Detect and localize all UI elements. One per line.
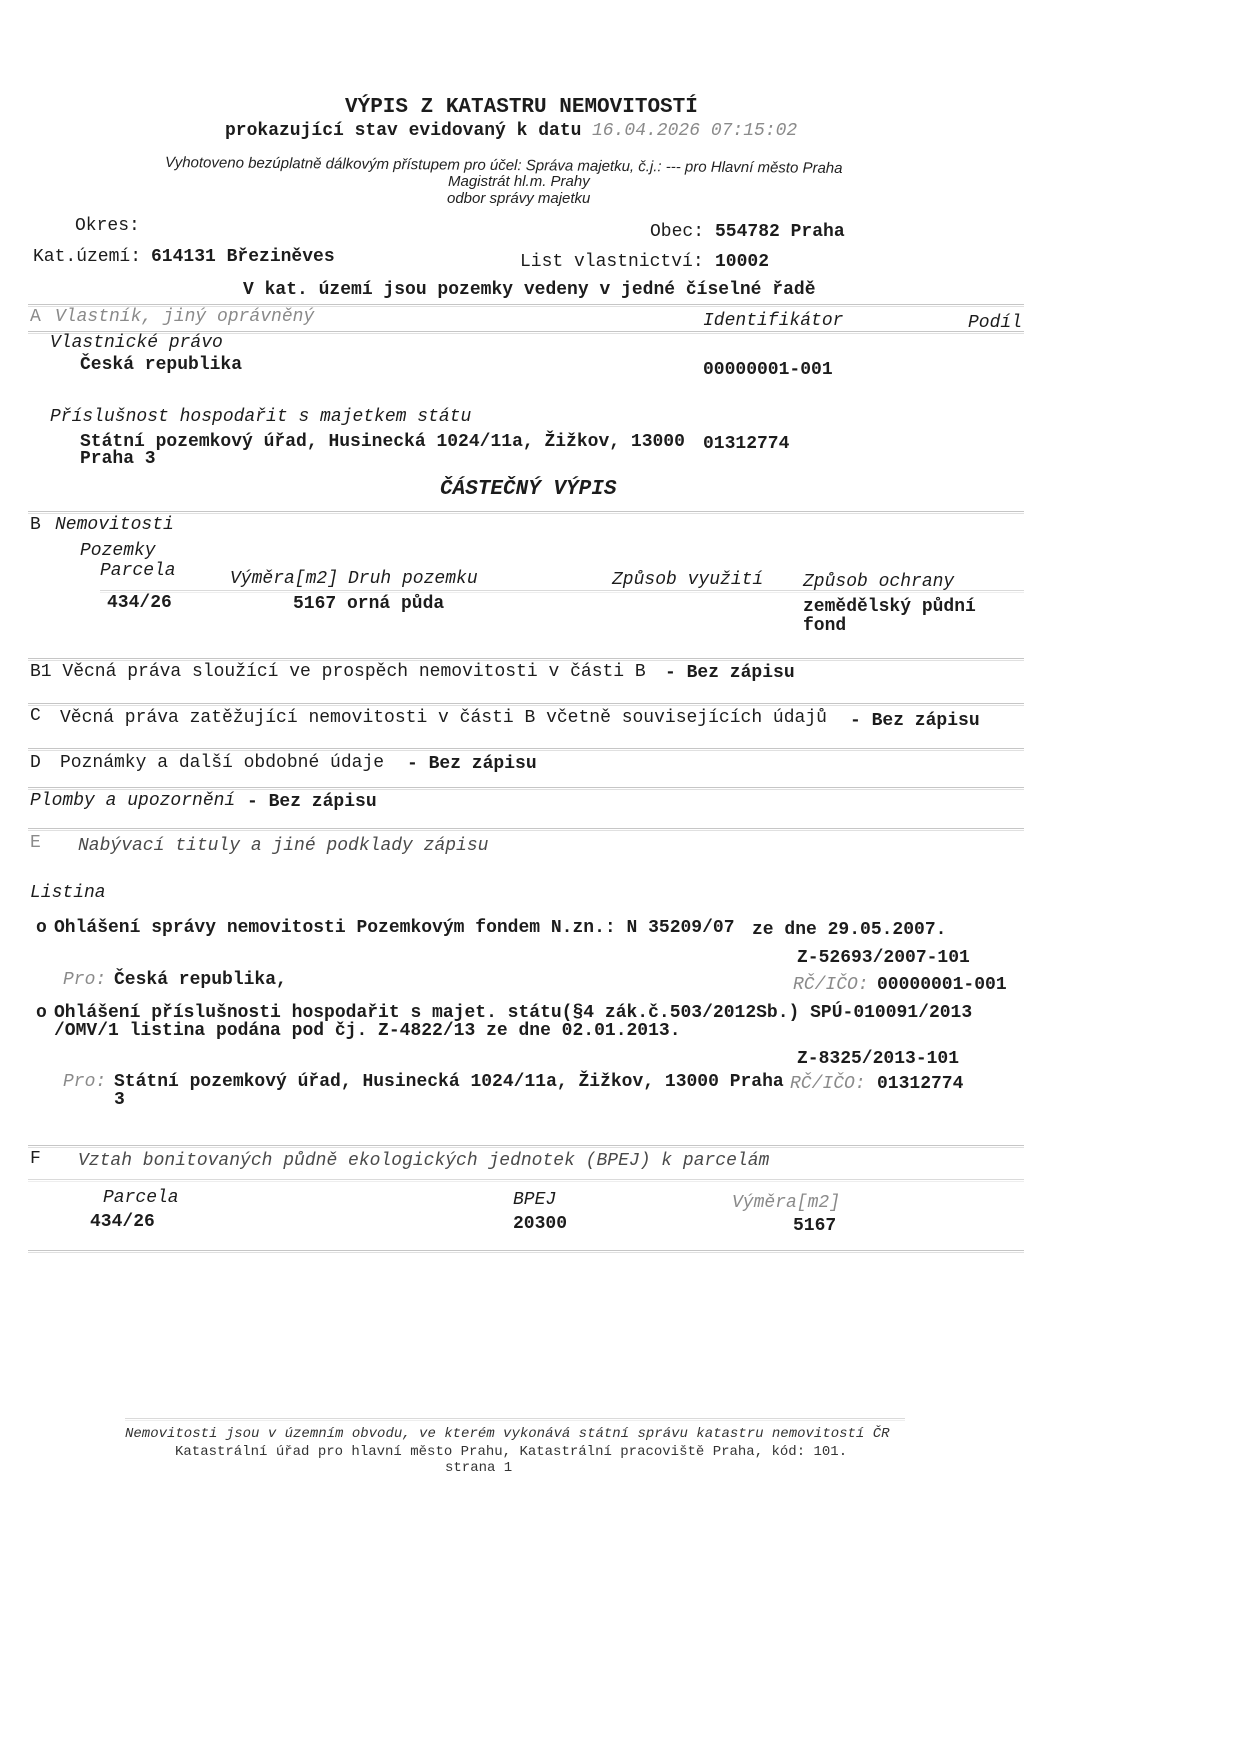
document-text-line1: Ohlášení správy nemovitosti Pozemkovým fondem N.zn.: N 35209/07 — [54, 918, 735, 938]
bullet: o — [36, 918, 47, 938]
obec-value: 554782 Praha — [715, 222, 845, 242]
section-d-letter: D — [30, 753, 41, 773]
kat-uzemi-label: Kat.území: — [33, 247, 142, 267]
id-value: 00000001-001 — [877, 975, 1007, 995]
header-underline — [100, 590, 1024, 593]
document-title: VÝPIS Z KATASTRU NEMOVITOSTÍ — [345, 96, 698, 119]
seals-text: Plomby a upozornění — [30, 791, 236, 811]
footer-office: Katastrální úřad pro hlavní město Prahu, Katastrální pracoviště Praha, kód: 101. — [175, 1444, 848, 1460]
issued-for-office: Magistrát hl.m. Prahy — [448, 173, 590, 190]
parcel-protection-line2: fond — [803, 616, 847, 636]
section-b1-text: B1 Věcná práva sloužící ve prospěch nemovitosti v části B — [30, 662, 646, 682]
document-reference: Z-52693/2007-101 — [797, 948, 970, 968]
for-label: Pro: — [63, 1072, 107, 1092]
manager-address-line2: Praha 3 — [80, 449, 156, 469]
manager-id: 01312774 — [703, 434, 790, 454]
col-area-header: Výměra[m2] — [230, 569, 339, 589]
list-vlastnictvi-value: 10002 — [715, 252, 770, 272]
col-protection-header: Způsob ochrany — [803, 572, 955, 592]
id-label: RČ/IČO: — [793, 975, 869, 995]
seals-status: - Bez zápisu — [247, 792, 377, 812]
id-value: 01312774 — [877, 1074, 964, 1094]
section-divider — [28, 787, 1024, 790]
footer-jurisdiction-note: Nemovitosti jsou v územním obvodu, ve kterém vykonává státní správu katastru nemovitostí ČR — [125, 1426, 890, 1442]
ownership-heading: Vlastnické právo — [50, 333, 223, 353]
for-party-line1: Státní pozemkový úřad, Husinecká 1024/11a, Žižkov, 13000 Praha — [114, 1072, 784, 1092]
list-vlastnictvi-label: List vlastnictví: — [520, 252, 704, 272]
section-divider — [28, 828, 1024, 831]
section-f-letter: F — [30, 1149, 41, 1169]
section-divider — [28, 703, 1024, 706]
section-divider — [28, 748, 1024, 751]
footer-divider — [125, 1418, 905, 1421]
issued-for-line: Vyhotoveno bezúplatně dálkovým přístupem pro účel: Správa majetku, č.j.: --- pro Hlavní město Praha — [164, 154, 843, 177]
parcel-type: orná půda — [347, 594, 445, 614]
section-b-subheading: Pozemky — [80, 541, 156, 561]
document-text-line1: Ohlášení příslušnosti hospodařit s majet. státu(§4 zák.č.503/2012Sb.) SPÚ-010091/2013 — [54, 1003, 973, 1023]
col-area-header: Výměra[m2] — [732, 1193, 841, 1213]
section-a-letter: A — [30, 307, 41, 327]
section-f-title: Vztah bonitovaných půdně ekologických jednotek (BPEJ) k parcelám — [78, 1151, 770, 1171]
section-b-letter: B — [30, 515, 41, 535]
col-share-header: Podíl — [968, 313, 1023, 333]
col-bpej-header: BPEJ — [513, 1190, 557, 1210]
section-d-text: Poznámky a další obdobné údaje — [60, 753, 385, 773]
col-usage-header: Způsob využití — [612, 570, 764, 590]
partial-extract-label: ČÁSTEČNÝ VÝPIS — [440, 478, 617, 501]
parcel-number: 434/26 — [107, 593, 172, 613]
obec-label: Obec: — [650, 222, 705, 242]
section-divider — [28, 1250, 1024, 1253]
document-date: ze dne 29.05.2007. — [752, 920, 947, 940]
management-heading: Příslušnost hospodařit s majetkem státu — [50, 407, 472, 427]
for-party-line1: Česká republika, — [114, 970, 287, 990]
section-e-letter: E — [30, 833, 41, 853]
document-reference: Z-8325/2013-101 — [797, 1049, 960, 1069]
owner-name: Česká republika — [80, 355, 243, 375]
section-b-title: Nemovitosti — [55, 515, 174, 535]
section-b1-status: - Bez zápisu — [665, 663, 795, 683]
section-divider — [28, 658, 1024, 661]
section-divider — [28, 511, 1024, 514]
section-c-status: - Bez zápisu — [850, 711, 980, 731]
kat-uzemi-value: 614131 Březiněves — [151, 247, 335, 267]
section-divider — [28, 1179, 1024, 1182]
col-identifier-header: Identifikátor — [703, 311, 844, 331]
numbering-note: V kat. území jsou pozemky vedeny v jedné číselné řadě — [243, 280, 816, 300]
owner-id: 00000001-001 — [703, 360, 833, 380]
parcel-protection-line1: zemědělský půdní — [803, 597, 976, 617]
for-party-line2: 3 — [114, 1090, 125, 1110]
col-parcel-header: Parcela — [103, 1188, 179, 1208]
bpej-area: 5167 — [793, 1216, 837, 1236]
bullet: o — [36, 1003, 47, 1023]
manager-address-line1: Státní pozemkový úřad, Husinecká 1024/11a, Žižkov, 13000 — [80, 432, 685, 452]
okres-label: Okres: — [75, 216, 140, 236]
parcel-area: 5167 — [293, 594, 337, 614]
section-d-status: - Bez zápisu — [407, 754, 537, 774]
bpej-code: 20300 — [513, 1214, 568, 1234]
documents-heading: Listina — [30, 883, 106, 903]
for-label: Pro: — [63, 970, 107, 990]
section-a-title: Vlastník, jiný oprávněný — [55, 307, 315, 327]
document-text-line2: /OMV/1 listina podána pod čj. Z-4822/13 ze dne 02.01.2013. — [54, 1021, 681, 1041]
id-label: RČ/IČO: — [790, 1074, 866, 1094]
bpej-parcel: 434/26 — [90, 1212, 155, 1232]
col-type-header: Druh pozemku — [348, 569, 478, 589]
page-number: strana 1 — [445, 1460, 513, 1476]
as-of-datetime: 16.04.2026 07:15:02 — [592, 121, 798, 141]
section-divider — [28, 1145, 1024, 1148]
section-e-title: Nabývací tituly a jiné podklady zápisu — [78, 836, 489, 856]
issued-for-department: odbor správy majetku — [447, 190, 591, 207]
as-of-label: prokazující stav evidovaný k datu — [225, 121, 582, 141]
col-parcel-header: Parcela — [100, 561, 176, 581]
section-c-letter: C — [30, 706, 41, 726]
section-c-text: Věcná práva zatěžující nemovitosti v části B včetně souvisejících údajů — [60, 708, 827, 728]
